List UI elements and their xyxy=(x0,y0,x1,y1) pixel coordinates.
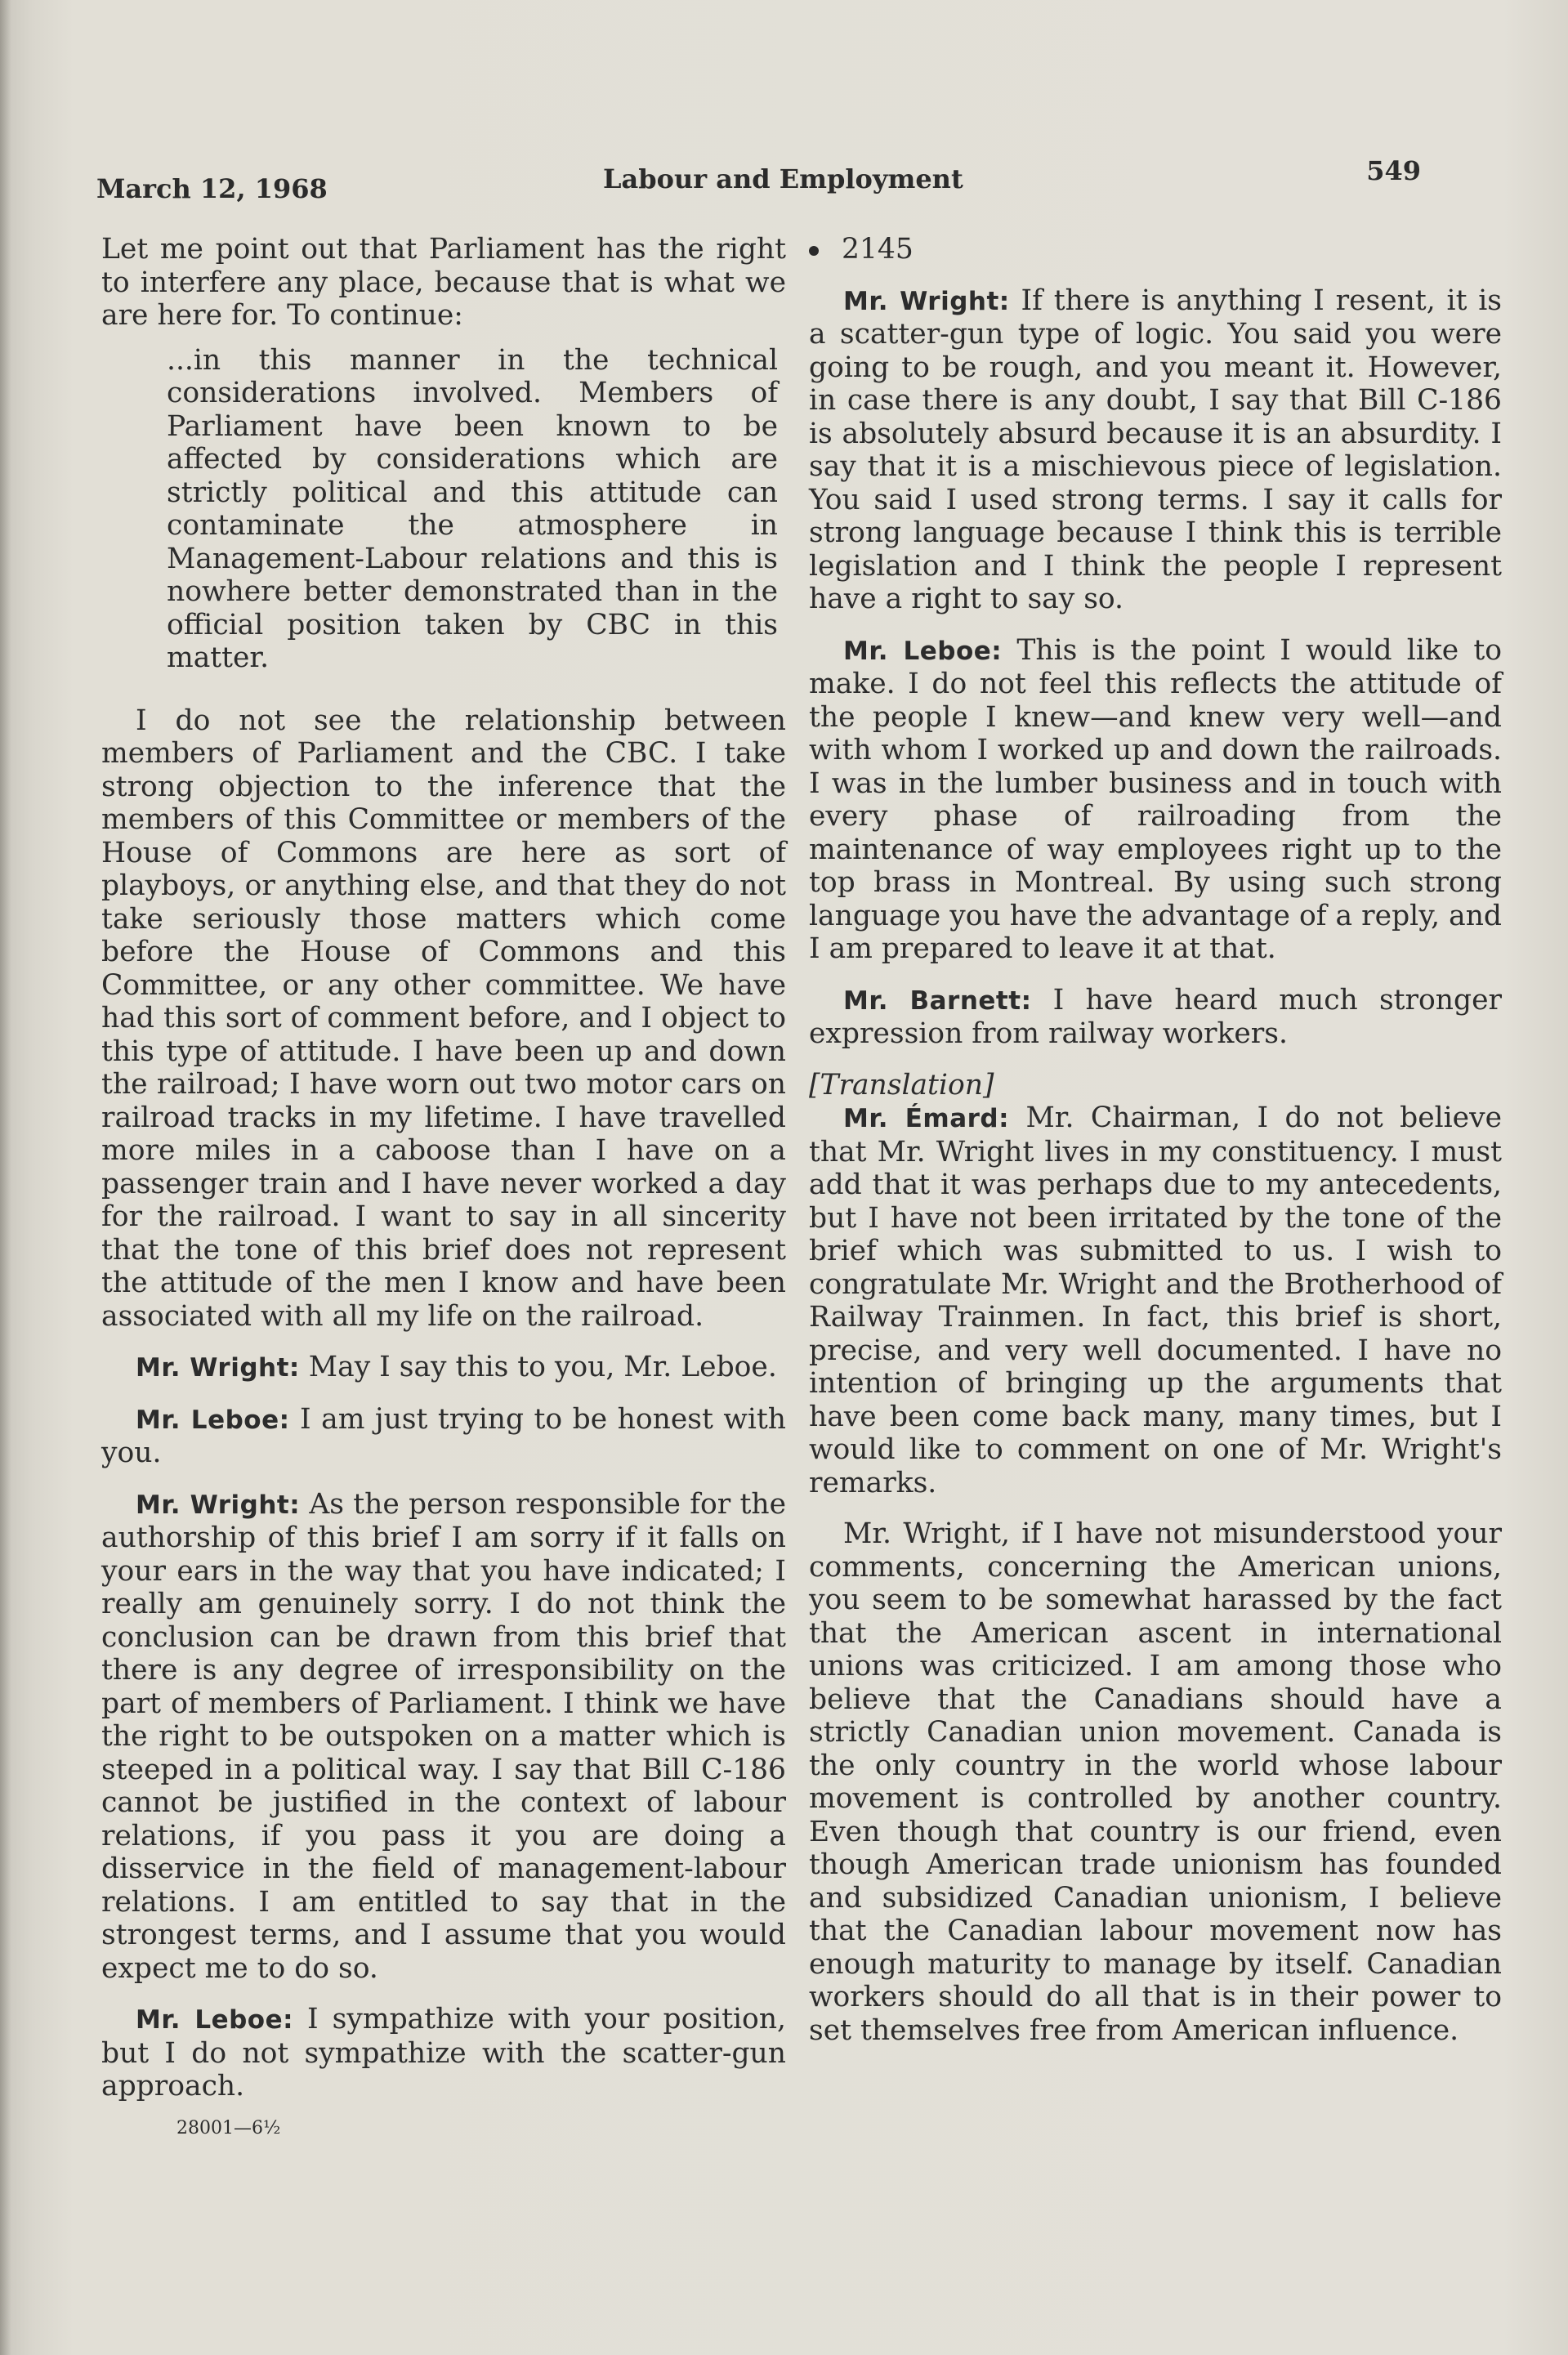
speech-text: I am just trying to be honest with you. xyxy=(101,1402,786,1469)
speech-paragraph xyxy=(101,1403,786,1470)
speaker-name: Mr. Leboe: xyxy=(843,636,1003,666)
printer-footnote: 28001—6½ xyxy=(176,2117,281,2138)
speech-text: I have heard much stronger expression from railway workers. xyxy=(809,983,1503,1050)
speech-paragraph xyxy=(809,1102,1502,1499)
speaker-name: Mr. Barnett: xyxy=(843,985,1032,1016)
speaker-name: Mr. Émard: xyxy=(843,1104,1010,1133)
speech-paragraph xyxy=(101,1488,786,1986)
time-marker xyxy=(809,233,1502,266)
speaker-name: Mr. Wright: xyxy=(136,1353,300,1383)
right-column xyxy=(809,233,1502,2047)
speech-text: As the person responsible for the authorship of this brief I am sorry if it falls on your ears in the way that you have indicated; I really am genuinely sorry. I do not think the conclusion can be drawn from this brief that there is any degree of irresponsibility on the part of members of Parliament. I think we have the right to be outspoken on a matter which is steeped in a political way. I say that Bill C-186 cannot be justified in the context of labour relations, if you pass it you are doing a disservice in the field of management-labour relations. I am entitled to say that in the strongest terms, and I assume that you would expect me to do so. xyxy=(101,1487,787,1985)
speaker-name: Mr. Wright: xyxy=(136,1490,301,1520)
left-column xyxy=(101,233,786,2139)
running-head xyxy=(96,155,1486,204)
paragraph: I do not see the relationship between members of Parliament and the CBC. I take strong objection to the inference that the members of this Committee or members of the House of Commons are here as sort of playboys, or anything else, and that they do not take seriously those matters which come before the House of Commons and this Committee, or any other committee. We have had this sort of comment before, and I object to this type of attitude. I have been up and down the railroad; I have worn out two motor cars on railroad tracks in my lifetime. I have travelled more miles in a caboose than I have on a passenger train and I have never worked a day for the railroad. I want to say in all sincerity that the tone of this brief does not represent the attitude of the men I know and have been associated with all my life on the railroad. xyxy=(101,704,786,1333)
speech-paragraph xyxy=(101,1351,786,1385)
header-title: Labour and Employment xyxy=(603,163,963,194)
header-date: March 12, 1968 xyxy=(96,173,328,204)
speech-paragraph xyxy=(809,984,1502,1051)
speech-paragraph xyxy=(101,2003,786,2103)
speech-text: May I say this to you, Mr. Leboe. xyxy=(308,1351,777,1383)
time-marker-text: 2145 xyxy=(842,233,914,266)
speech-paragraph xyxy=(809,634,1502,966)
bullet-icon xyxy=(809,246,819,256)
block-quote: ...in this manner in the technical considerations involved. Members of Parliament have been known to be affected by considerations which are strictly political and this attitude can contaminate the atmosphere in Management-Labour relations and this is nowhere better demonstrated than in the official position taken by CBC in this matter. xyxy=(167,343,778,674)
speaker-name: Mr. Leboe: xyxy=(136,1405,290,1435)
speech-paragraph xyxy=(809,284,1502,616)
book-spine-shadow xyxy=(0,0,11,2355)
speech-text: Mr. Chairman, I do not believe that Mr. Wright lives in my constituency. I must add that it was perhaps due to my antecedents, but I have not been irritated by the tone of the brief which was submitted to us. I wish to congratulate Mr. Wright and the Brotherhood of Railway Trainmen. In fact, this brief is short, precise, and very well documented. I have no intention of bringing up the arguments that have been come back many, many times, but I would like to comment on one of Mr. Wright's remarks. xyxy=(809,1102,1503,1499)
speaker-name: Mr. Leboe: xyxy=(136,2005,294,2035)
translation-label: [Translation] xyxy=(809,1068,994,1102)
paragraph: Mr. Wright, if I have not misunderstood your comments, concerning the American unions, you seem to be somewhat harassed by the fact that the American ascent in international unions was criticized. I am among those who believe that the Canadians should have a strictly Canadian union movement. Canada is the only country in the world whose labour movement is controlled by another country. Even though that country is our friend, even though American trade unionism has founded and subsidized Canadian unionism, I believe that the Canadian labour movement now has enough maturity to manage by itself. Canadian workers should do all that is in their power to set themselves free from American influence. xyxy=(809,1517,1502,2047)
speech-text: I sympathize with your position, but I do not sympathize with the scatter-gun approach. xyxy=(101,2003,787,2103)
speech-text: This is the point I would like to make. I do not feel this reflects the attitude of the people I knew—and knew very well—and with whom I worked up and down the railroads. I was in the lumber business and in touch with every phase of railroading from the maintenance of way employees right up to the top brass in Montreal. By using such strong language you have the advantage of a reply, and I am prepared to leave it at that. xyxy=(809,633,1502,965)
speech-text: If there is anything I resent, it is a scatter-gun type of logic. You said you were going to be rough, and you meant it. However, in case there is any doubt, I say that Bill C-186 is absolutely absurd because it is an absurdity. I say that it is a mischievous piece of legislation. You said I used strong terms. I say it calls for strong language because I think this is terrible legislation and I think the people I represent have a right to say so. xyxy=(809,284,1503,615)
paragraph: Let me point out that Parliament has the right to interfere any place, because that is what we are here for. To continue: xyxy=(101,233,786,332)
speaker-name: Mr. Wright: xyxy=(843,286,1010,316)
page-number: 549 xyxy=(1366,155,1421,186)
